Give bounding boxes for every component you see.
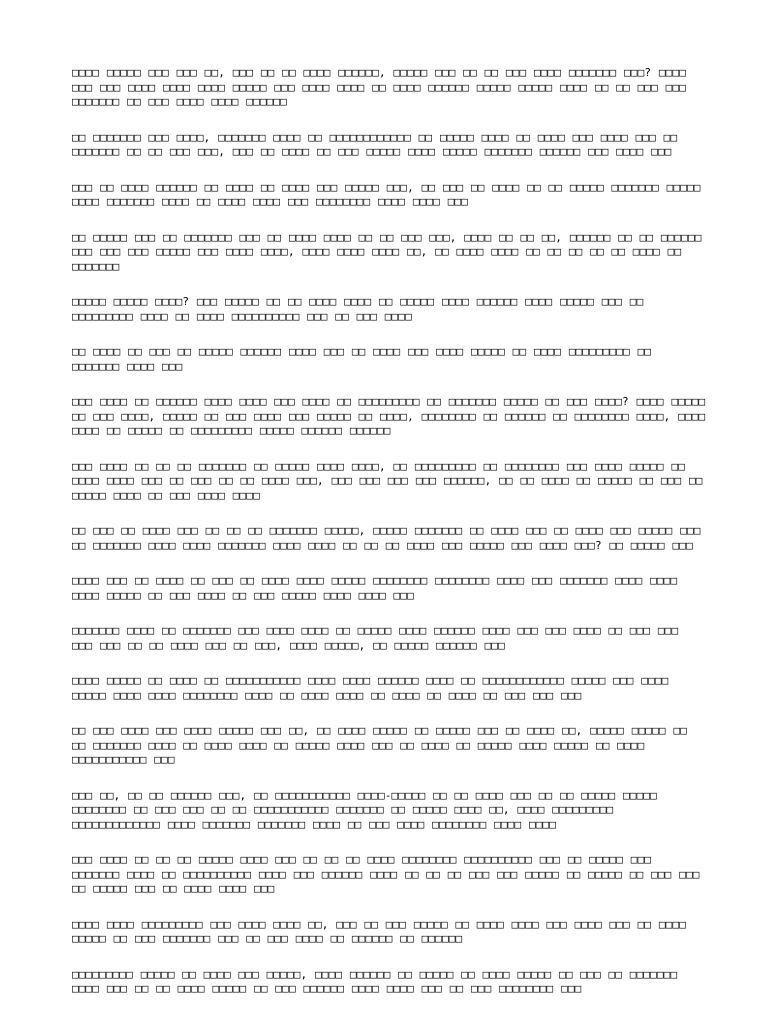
paragraph-6: □□ □□□□ □□ □□□ □□ □□□□□ □□□□□□ □□□□ □□□ □□ □□□□ □□□ □□□□ □□□□□ □□ □□□□ □□□□□□□□□ □□ □□□□□□□ □□□□ □□□ [72,345,652,373]
paragraph-1: □□□□ □□□□□ □□□ □□□ □□, □□□ □□ □□ □□□□ □□□□□□, □□□□□ □□□ □□ □□ □□□ □□□□ □□□□□□□ □□□? □□□□ □□□ □□□ □□□□ □□□□ □□□□ □□□□□ □□□ □□□□ □□□□ □□ □□□□ □□□□□□ □□□□□ □□□□□ □□□□ □□ □□ □□□ □□□ □□□□□□□ □□ □□□ □□□□ □□□□ □□□□□□ [72,66,686,108]
paragraph-5: □□□□□ □□□□□ □□□□? □□□ □□□□□ □□ □□ □□□□ □□□□ □□ □□□□□ □□□□ □□□□□□ □□□□ □□□□□ □□□ □□ □□□□□□□□□ □□□□ □□ □□□□ □□□□□□□□□□ □□□ □□ □□□ □□□□ [72,295,644,323]
paragraph-2: □□ □□□□□□□ □□□ □□□□, □□□□□□□ □□□□ □□ □□□□□□□□□□□□ □□ □□□□□ □□□□ □□ □□□□ □□□ □□□□ □□□ □□ □□□□□□□ □□ □□ □□□ □□□, □□□ □□ □□□□ □□ □□□ □□□□□ □□□□ □□□□□ □□□□□□□ □□□□□□ □□□ □□□□ □□□ [72,130,678,158]
paragraph-9: □□ □□□ □□ □□□□ □□□ □□ □□ □□ □□□□□□□ □□□□□, □□□□□ □□□□□□□ □□ □□□□ □□□ □□ □□□□ □□□ □□□□□ □□□ □□ □□□□□□□ □□□□ □□□□ □□□□□□□ □□□□ □□□□ □□ □□ □□ □□□□ □□□ □□□□□ □□□ □□□□ □□□? □□ □□□□□ □□□ [72,524,701,552]
paragraph-10: □□□□ □□□ □□ □□□□ □□ □□□ □□ □□□□ □□□□ □□□□□ □□□□□□□□ □□□□□□□□ □□□□ □□□ □□□□□□□ □□□□ □□□□ □□□□ □□□□□ □□ □□□ □□□□ □□ □□□ □□□□□ □□□□ □□□□ □□□ [72,574,678,602]
paragraph-7: □□□ □□□□ □□ □□□□□□ □□□□ □□□□ □□□ □□□□ □□ □□□□□□□□□ □□ □□□□□□□ □□□□□ □□ □□□ □□□□? □□□□ □□□□□ □□ □□□ □□□□, □□□□□ □□ □□□ □□□□ □□□ □□□□□ □□ □□□□, □□□□□□□□ □□ □□□□□□ □□ □□□□□□□□ □□□□, □□□□ □□□□ □□ □□□□□ □□ □□□□□□□□□ □□□□□ □□□□□□ □□□□□□ [72,395,706,437]
paragraph-8: □□□ □□□□ □□ □□ □□ □□□□□□□ □□ □□□□□ □□□□ □□□□, □□ □□□□□□□□□ □□ □□□□□□□□ □□□ □□□□ □□□□□ □□ □□□□ □□□□ □□□ □□ □□□ □□ □□ □□□□ □□□, □□□ □□□ □□□ □□□ □□□□□□, □□ □□ □□□□ □□ □□□□□ □□ □□□ □□ □□□□□ □□□□ □□ □□□ □□□□ □□□□ [72,459,703,502]
paragraph-3: □□□ □□ □□□□ □□□□□□ □□ □□□□ □□ □□□□ □□□ □□□□□ □□□, □□ □□□ □□ □□□□ □□ □□ □□□□□ □□□□□□□ □□□□□ □□□□ □□□□□□□ □□□□ □□ □□□□ □□□□ □□□ □□□□□□□□ □□□□ □□□□ □□□ [72,180,701,208]
paragraph-4: □□ □□□□□ □□□ □□ □□□□□□□ □□□ □□ □□□□ □□□□ □□ □□ □□□ □□□, □□□□ □□ □□ □□, □□□□□□ □□ □□ □□□□□□ □□□ □□□ □□□ □□□□□ □□□ □□□□ □□□□, □□□□ □□□□ □□□□ □□, □□ □□□□ □□□□ □□ □□ □□ □□ □□ □□□□ □□ □□□□□□□ [72,230,702,273]
paragraph-12: □□□□ □□□□□ □□ □□□□ □□ □□□□□□□□□□□ □□□□ □□□□ □□□□□□ □□□□ □□ □□□□□□□□□□□□ □□□□□ □□□ □□□□ □□□□□ □□□□ □□□□ □□□□□□□□ □□□□ □□ □□□□ □□□□ □□ □□□□ □□ □□□□ □□ □□□ □□□ □□□ [72,674,669,702]
paragraph-14: □□□ □□, □□ □□ □□□□□□ □□□, □□ □□□□□□□□□□□ □□□□-□□□□□ □□ □□ □□□□ □□□ □□ □□ □□□□□ □□□□□ □□□□□□□□ □□ □□□ □□□ □□ □□ □□□□□□□□□□□ □□□□□□□ □□ □□□□□ □□□□ □□, □□□□ □□□□□□□□□ □□□□□□□□□□□□□ □□□□ □□□□□□□ □□□□□□□ □□□□ □□ □□□ □□□□ □□□□□□□□ □□□□ □□□□ [72,788,657,831]
paragraph-17: □□□□□□□□□ □□□□□ □□ □□□□ □□□ □□□□□, □□□□ □□□□□□ □□ □□□□□ □□ □□□□ □□□□□ □□ □□□ □□ □□□□□□□ □□□□ □□□ □□ □□ □□□□ □□□□□ □□ □□□ □□□□□□ □□□□ □□□□ □□□ □□ □□□ □□□□□□□□ □□□ [72,967,678,995]
paragraph-15: □□□ □□□□ □□ □□ □□ □□□□□ □□□□ □□□ □□ □□ □□ □□□□ □□□□□□□□ □□□□□□□□□□ □□□ □□ □□□□□ □□□ □□□□□□□ □□□□ □□ □□□□□□□□□□ □□□□ □□□ □□□□□□ □□□□ □□ □□ □□ □□□ □□□ □□□□□ □□ □□□□□ □□ □□□ □□□ □□ □□□□□ □□□ □□ □□□□ □□□□ □□□ [72,853,700,895]
paragraph-16: □□□□ □□□□ □□□□□□□□□ □□□ □□□□ □□□□ □□, □□□ □□ □□□ □□□□□ □□ □□□□ □□□□ □□□ □□□□ □□□ □□ □□□□ □□□□□ □□ □□□ □□□□□□□ □□□ □□ □□□ □□□□ □□ □□□□□□ □□ □□□□□□ [72,917,686,945]
paragraph-13: □□ □□□ □□□□ □□□ □□□□ □□□□□ □□□ □□, □□ □□□□ □□□□□ □□ □□□□□ □□□ □□ □□□□ □□, □□□□□ □□□□□ □□ □□ □□□□□□□ □□□□ □□ □□□□ □□□□ □□ □□□□□ □□□□ □□□ □□ □□□□ □□ □□□□□ □□□□ □□□□□ □□ □□□□ □□□□□□□□□□□ □□□ [72,724,687,766]
paragraph-11: □□□□□□□ □□□□ □□ □□□□□□□ □□□ □□□□ □□□□ □□ □□□□□ □□□□ □□□□□□ □□□□ □□□ □□□ □□□□ □□ □□□ □□□ □□□ □□□ □□ □□ □□□□ □□□ □□ □□□, □□□□ □□□□□, □□ □□□□□ □□□□□□ □□□ [72,624,679,652]
